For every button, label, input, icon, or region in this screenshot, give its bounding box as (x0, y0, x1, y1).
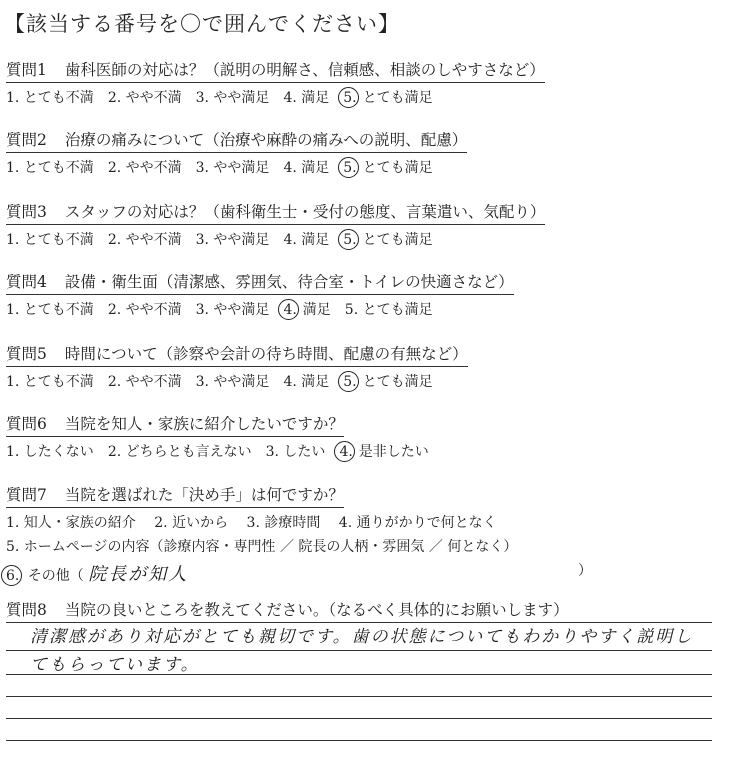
circled-number: 5. (343, 232, 357, 248)
ruled-line (6, 718, 712, 719)
options-row (6, 87, 545, 107)
option[interactable]: とても満足 (362, 374, 433, 390)
option[interactable]: 満足 (302, 302, 331, 318)
option[interactable]: 5. ホームページの内容（診療内容・専門性 ／ 院長の人柄・雰囲気 ／ 何となく） (6, 539, 518, 555)
option[interactable]: 4. 満足 (283, 160, 330, 176)
option[interactable]: 1. とても不満 (6, 232, 94, 248)
option-selected[interactable] (6, 568, 19, 584)
option[interactable]: 2. やや不満 (107, 302, 182, 318)
question-text: 当院を選ばれた「決め手」は何ですか？ (64, 486, 344, 504)
options-row (6, 441, 443, 461)
ruled-line (6, 696, 712, 697)
other-close-paren: ） (578, 563, 592, 579)
option[interactable]: 4. 満足 (283, 374, 330, 390)
comment-answer-handwritten[interactable]: 清潔感があり対応がとても親切です。歯の状態についてもわかりやすく説明してもらっています。 (30, 627, 694, 675)
question-text: 治療の痛みについて（治療や麻酔の痛みへの説明、配慮） (64, 131, 468, 149)
ruled-line (6, 740, 712, 741)
option[interactable]: 3. 診療時間 (246, 515, 321, 531)
option[interactable]: 4. 通りがかりで何となく (338, 515, 497, 531)
question-number: 質問4 (6, 273, 47, 291)
question-text: 歯科医師の対応は？（説明の明解さ、信頼感、相談のしやすさなど） (64, 61, 545, 79)
question-number: 質問7 (6, 486, 47, 504)
option-selected[interactable] (343, 90, 356, 106)
option[interactable]: 2. どちらとも言えない (107, 444, 252, 460)
option-selected[interactable] (343, 160, 356, 176)
option[interactable]: 3. やや満足 (195, 90, 270, 106)
option[interactable]: 2. やや不満 (107, 232, 182, 248)
question-1 (6, 58, 545, 107)
option[interactable]: とても満足 (362, 160, 433, 176)
options-row (6, 371, 468, 391)
question-7 (6, 483, 592, 586)
question-number: 質問3 (6, 203, 47, 221)
question-4-header (6, 270, 514, 295)
question-number: 質問1 (6, 61, 47, 79)
circled-number: 5. (343, 374, 357, 390)
other-label: その他（ (27, 568, 84, 584)
option-selected[interactable] (339, 444, 352, 460)
question-text: スタッフの対応は？（歯科衛生士・受付の態度、言葉遣い、気配り） (64, 203, 546, 221)
option[interactable]: 1. とても不満 (6, 90, 94, 106)
question-5-header (6, 342, 468, 367)
question-1-header (6, 58, 545, 83)
options-row (6, 157, 467, 177)
option[interactable]: 2. 近いから (154, 515, 229, 531)
question-5 (6, 342, 468, 391)
option[interactable]: 是非したい (358, 444, 429, 460)
circled-number: 5. (343, 90, 357, 106)
question-4 (6, 270, 514, 319)
question-3-header (6, 200, 545, 225)
option[interactable]: 4. 満足 (283, 232, 330, 248)
question-2-header (6, 128, 467, 153)
question-text: 時間について（診察や会計の待ち時間、配慮の有無など） (64, 345, 468, 363)
question-7-header (6, 483, 344, 508)
question-text: 設備・衛生面（清潔感、雰囲気、待合室・トイレの快適さなど） (64, 273, 514, 291)
page-title: 【該当する番号を〇で囲んでください】 (4, 12, 400, 36)
option[interactable]: 3. やや満足 (195, 374, 270, 390)
option[interactable]: 1. とても不満 (6, 302, 94, 318)
circled-number: 6. (6, 568, 20, 584)
ruled-line (6, 650, 712, 651)
question-number: 質問8 (6, 601, 47, 619)
q7-options-line1 (6, 512, 531, 532)
option[interactable]: 5. とても満足 (344, 302, 433, 318)
other-answer-handwritten[interactable]: 院長が知人 (88, 564, 189, 585)
option[interactable]: 3. やや満足 (195, 232, 270, 248)
option[interactable]: 1. とても不満 (6, 160, 94, 176)
option[interactable]: 2. やや不満 (107, 160, 182, 176)
option[interactable]: とても満足 (362, 90, 433, 106)
q7-options-line2 (6, 536, 531, 556)
option[interactable]: 1. 知人・家族の紹介 (6, 515, 136, 531)
options-row (6, 229, 545, 249)
question-text: 当院を知人・家族に紹介したいですか？ (64, 415, 344, 433)
option[interactable]: 1. したくない (6, 444, 94, 460)
option[interactable]: 3. やや満足 (195, 160, 270, 176)
option-selected[interactable] (283, 302, 296, 318)
question-number: 質問2 (6, 131, 47, 149)
option[interactable]: 4. 満足 (283, 90, 330, 106)
option[interactable]: とても満足 (362, 232, 433, 248)
q7-other-line (6, 560, 592, 586)
question-8-header (6, 598, 569, 620)
option[interactable]: 3. やや満足 (195, 302, 270, 318)
option[interactable]: 2. やや不満 (107, 90, 182, 106)
circled-number: 4. (283, 302, 297, 318)
question-text: 当院の良いところを教えてください。（なるべく具体的にお願いします） (64, 601, 569, 619)
question-6 (6, 412, 443, 461)
question-3 (6, 200, 545, 249)
option[interactable]: 1. とても不満 (6, 374, 94, 390)
question-number: 質問5 (6, 345, 47, 363)
option-selected[interactable] (343, 232, 356, 248)
circled-number: 5. (343, 160, 357, 176)
option-selected[interactable] (343, 374, 356, 390)
circled-number: 4. (339, 444, 353, 460)
option[interactable]: 2. やや不満 (107, 374, 182, 390)
options-row (6, 299, 514, 319)
option[interactable]: 3. したい (265, 444, 326, 460)
question-6-header (6, 412, 344, 437)
question-number: 質問6 (6, 415, 47, 433)
ruled-line (6, 674, 712, 675)
question-2 (6, 128, 467, 177)
